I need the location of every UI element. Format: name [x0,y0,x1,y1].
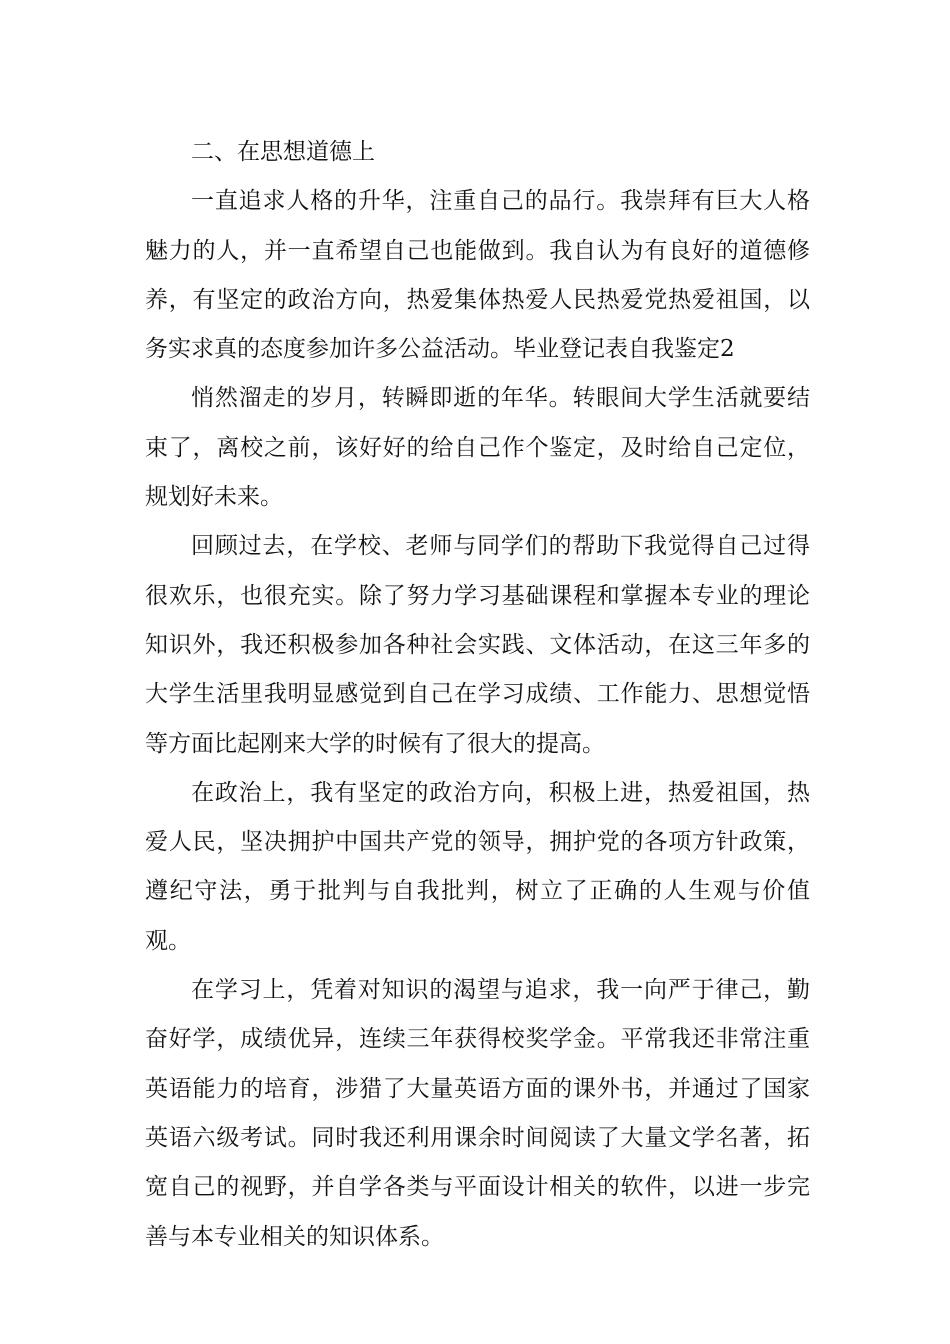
paragraph-study: 在学习上，凭着对知识的渴望与追求，我一向严于律己，勤奋好学，成绩优异，连续三年获得校奖学金。平常我还非常注重英语能力的培育，涉猎了大量英语方面的课外书，并通过了国家英语六级考试。同时我还利用课余时间阅读了大量文学名著，拓宽自己的视野，并自学各类与平面设计相关的软件，以进一步完善与本专业相关的知识体系。 [145,977,810,1250]
paragraph-review: 回顾过去，在学校、老师与同学们的帮助下我觉得自己过得很欢乐，也很充实。除了努力学习基础课程和掌握本专业的理论知识外，我还积极参加各种社会实践、文体活动，在这三年多的大学生活里我明显感觉到自己在学习成绩、工作能力、思想觉悟等方面比起刚来大学的时候有了很大的提高。 [145,533,810,757]
paragraph-introduction: 悄然溜走的岁月，转瞬即逝的年华。转眼间大学生活就要结束了，离校之前，该好好的给自己作个鉴定，及时给自己定位，规划好未来。 [145,385,810,511]
paragraph-politics: 在政治上，我有坚定的政治方向，积极上进，热爱祖国，热爱人民，坚决拥护中国共产党的领导，拥护党的各项方针政策，遵纪守法，勇于批判与自我批判，树立了正确的人生观与价值观。 [145,779,810,954]
paragraph-moral-character: 一直追求人格的升华，注重自己的品行。我崇拜有巨大人格魅力的人，并一直希望自己也能做到。我自认为有良好的道德修养，有坚定的政治方向，热爱集体热爱人民热爱党热爱祖国，以务实求真的态度参加许多公益活动。毕业登记表自我鉴定2 [145,188,810,363]
section-heading: 二、在思想道德上 [191,139,375,165]
document-body [145,128,810,1262]
